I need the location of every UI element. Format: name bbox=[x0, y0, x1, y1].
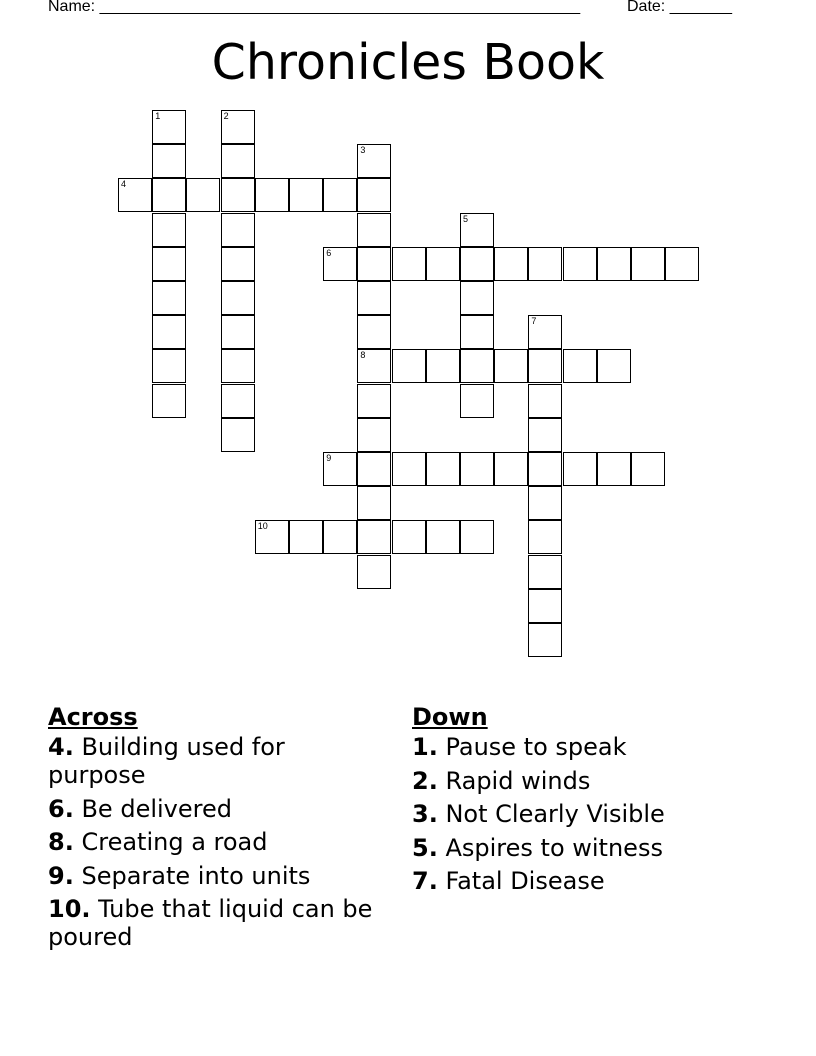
grid-cell[interactable] bbox=[152, 281, 186, 315]
cell-number: 2 bbox=[223, 111, 229, 121]
grid-cell[interactable] bbox=[323, 520, 357, 554]
clue-number: 8. bbox=[48, 828, 74, 856]
grid-cell[interactable] bbox=[631, 247, 665, 281]
grid-cell[interactable] bbox=[426, 520, 460, 554]
cell-number: 1 bbox=[155, 111, 161, 121]
grid-cell[interactable] bbox=[323, 178, 357, 212]
grid-cell[interactable] bbox=[255, 520, 289, 554]
grid-cell[interactable] bbox=[152, 110, 186, 144]
clue-text: Building used for purpose bbox=[48, 733, 285, 789]
cell-number: 7 bbox=[531, 316, 537, 327]
clue-text: Rapid winds bbox=[445, 766, 591, 795]
clue-across-6 bbox=[48, 795, 378, 823]
grid-cell[interactable] bbox=[221, 110, 255, 144]
grid-cell[interactable] bbox=[152, 384, 186, 418]
clue-text: Creating a road bbox=[81, 828, 268, 856]
clue-number: 6. bbox=[48, 794, 74, 823]
grid-cell[interactable] bbox=[357, 486, 391, 520]
clue-text: Aspires to witness bbox=[445, 833, 663, 862]
clue-down-7 bbox=[412, 867, 772, 895]
grid-cell[interactable] bbox=[392, 452, 426, 486]
clue-number: 9. bbox=[48, 861, 74, 890]
grid-cell[interactable] bbox=[392, 520, 426, 554]
grid-cell[interactable] bbox=[221, 213, 255, 247]
down-clues bbox=[412, 703, 772, 901]
grid-cell[interactable] bbox=[152, 213, 186, 247]
grid-cell[interactable] bbox=[528, 349, 562, 383]
cell-number: 3 bbox=[360, 145, 366, 156]
cell-number: 5 bbox=[463, 213, 469, 224]
grid-cell[interactable] bbox=[665, 247, 699, 281]
grid-cell[interactable] bbox=[357, 520, 391, 554]
grid-cell[interactable] bbox=[221, 144, 255, 178]
grid-cell[interactable] bbox=[357, 418, 391, 452]
grid-cell[interactable] bbox=[357, 247, 391, 281]
grid-cell[interactable] bbox=[528, 520, 562, 554]
grid-cell[interactable] bbox=[357, 144, 391, 178]
grid-cell[interactable] bbox=[255, 178, 289, 212]
clue-number: 3. bbox=[412, 800, 438, 828]
grid-cell[interactable] bbox=[563, 349, 597, 383]
grid-cell[interactable] bbox=[426, 452, 460, 486]
cell-number: 8 bbox=[360, 350, 366, 361]
clue-number: 4. bbox=[48, 733, 74, 761]
grid-cell[interactable] bbox=[221, 178, 255, 212]
grid-cell[interactable] bbox=[528, 315, 562, 349]
clue-text: Be delivered bbox=[81, 794, 232, 823]
clue-number: 10. bbox=[48, 895, 91, 923]
clue-text: Not Clearly Visible bbox=[445, 800, 665, 828]
grid-cell[interactable] bbox=[357, 384, 391, 418]
clue-number: 1. bbox=[412, 733, 438, 761]
grid-cell[interactable] bbox=[323, 247, 357, 281]
grid-cell[interactable] bbox=[152, 315, 186, 349]
grid-cell[interactable] bbox=[528, 452, 562, 486]
grid-cell[interactable] bbox=[528, 589, 562, 623]
grid-cell[interactable] bbox=[460, 315, 494, 349]
clue-down-3 bbox=[412, 800, 772, 828]
grid-cell[interactable] bbox=[528, 623, 562, 657]
grid-cell[interactable] bbox=[357, 452, 391, 486]
across-clues bbox=[48, 703, 378, 957]
grid-cell[interactable] bbox=[528, 247, 562, 281]
grid-cell[interactable] bbox=[460, 349, 494, 383]
clue-text: Pause to speak bbox=[445, 733, 627, 761]
clue-text: Separate into units bbox=[81, 861, 311, 890]
puzzle-title: Chronicles Book bbox=[211, 34, 605, 91]
grid-cell[interactable] bbox=[289, 178, 323, 212]
grid-cell[interactable] bbox=[597, 452, 631, 486]
grid-cell[interactable] bbox=[631, 452, 665, 486]
clue-across-4 bbox=[48, 733, 378, 789]
down-heading: Down bbox=[412, 703, 488, 731]
grid-cell[interactable] bbox=[221, 247, 255, 281]
clue-across-10 bbox=[48, 895, 378, 951]
grid-cell[interactable] bbox=[221, 418, 255, 452]
clue-number: 2. bbox=[412, 766, 438, 795]
grid-cell[interactable] bbox=[152, 247, 186, 281]
grid-cell[interactable] bbox=[528, 555, 562, 589]
grid-cell[interactable] bbox=[323, 452, 357, 486]
cell-number: 9 bbox=[326, 453, 332, 463]
grid-cell[interactable] bbox=[460, 384, 494, 418]
grid-cell[interactable] bbox=[221, 384, 255, 418]
clue-text: Fatal Disease bbox=[445, 867, 605, 895]
clue-across-9 bbox=[48, 862, 378, 890]
grid-cell[interactable] bbox=[460, 452, 494, 486]
grid-cell[interactable] bbox=[460, 281, 494, 315]
cell-number: 6 bbox=[326, 247, 332, 258]
grid-cell[interactable] bbox=[528, 384, 562, 418]
name-field-label: Name: ______________________________________________________ bbox=[48, 0, 581, 15]
grid-cell[interactable] bbox=[460, 213, 494, 247]
grid-cell[interactable] bbox=[357, 315, 391, 349]
grid-cell[interactable] bbox=[357, 213, 391, 247]
grid-cell[interactable] bbox=[186, 178, 220, 212]
clue-down-5 bbox=[412, 834, 772, 862]
clue-across-8 bbox=[48, 828, 378, 856]
date-field-label: Date: _______ bbox=[627, 0, 732, 15]
grid-cell[interactable] bbox=[597, 247, 631, 281]
grid-cell[interactable] bbox=[426, 247, 460, 281]
grid-cell[interactable] bbox=[563, 247, 597, 281]
grid-cell[interactable] bbox=[494, 349, 528, 383]
clue-text: Tube that liquid can be poured bbox=[48, 895, 373, 951]
grid-cell[interactable] bbox=[118, 178, 152, 212]
grid-cell[interactable] bbox=[563, 452, 597, 486]
grid-cell[interactable] bbox=[460, 247, 494, 281]
grid-cell[interactable] bbox=[152, 349, 186, 383]
grid-cell[interactable] bbox=[357, 349, 391, 383]
grid-cell[interactable] bbox=[152, 178, 186, 212]
clue-down-1 bbox=[412, 733, 772, 761]
grid-cell[interactable] bbox=[357, 178, 391, 212]
grid-cell[interactable] bbox=[392, 247, 426, 281]
grid-cell[interactable] bbox=[221, 281, 255, 315]
clue-down-2 bbox=[412, 767, 772, 795]
grid-cell[interactable] bbox=[152, 144, 186, 178]
grid-cell[interactable] bbox=[494, 452, 528, 486]
grid-cell[interactable] bbox=[221, 349, 255, 383]
grid-cell[interactable] bbox=[494, 247, 528, 281]
grid-cell[interactable] bbox=[528, 486, 562, 520]
grid-cell[interactable] bbox=[460, 520, 494, 554]
clue-number: 5. bbox=[412, 833, 438, 862]
grid-cell[interactable] bbox=[426, 349, 460, 383]
grid-cell[interactable] bbox=[597, 349, 631, 383]
grid-cell[interactable] bbox=[357, 555, 391, 589]
grid-cell[interactable] bbox=[528, 418, 562, 452]
cell-number: 10 bbox=[257, 521, 268, 532]
grid-cell[interactable] bbox=[289, 520, 323, 554]
cell-number: 4 bbox=[121, 179, 127, 190]
grid-cell[interactable] bbox=[357, 281, 391, 315]
grid-cell[interactable] bbox=[392, 349, 426, 383]
grid-cell[interactable] bbox=[221, 315, 255, 349]
clue-number: 7. bbox=[412, 867, 438, 895]
across-heading: Across bbox=[48, 703, 138, 731]
